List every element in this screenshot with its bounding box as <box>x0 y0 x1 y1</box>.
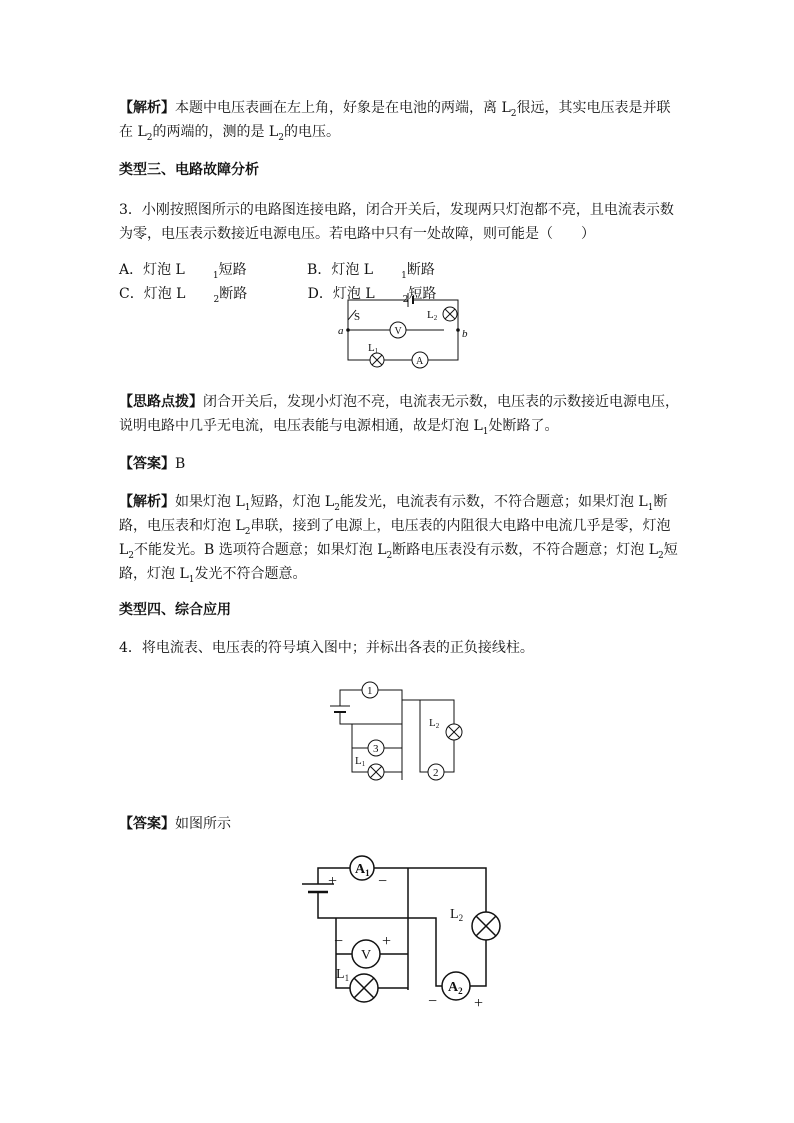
subscript: 1 <box>244 502 251 513</box>
circuit-figure-3 <box>330 290 470 370</box>
answer-3 <box>119 452 679 476</box>
analysis-tag: 【解析】 <box>119 494 175 510</box>
label-main: A <box>448 980 459 995</box>
label-main: L <box>427 309 434 321</box>
label-sub: 2 <box>435 722 440 730</box>
text-run: 的电压。 <box>283 124 340 140</box>
v-minus-terminal: − <box>334 933 344 950</box>
ammeter-a2-label <box>448 980 463 996</box>
subscript: 2 <box>510 108 517 119</box>
lamp-l1-label <box>336 967 349 983</box>
wire <box>420 700 454 724</box>
text-run: 如果灯泡 L <box>175 494 245 510</box>
option-text: 短路 <box>408 286 437 302</box>
label-main: L <box>368 342 375 354</box>
a2-plus-terminal: + <box>474 995 484 1012</box>
text-run: 闭合开关后，发现小灯泡不亮，电流表无示数，电压表的示数接近电源电压，说明电路中几乎无电流，电压表能与电源相通，故是灯泡 L <box>119 394 679 434</box>
hint-paragraph-3 <box>119 390 679 438</box>
answer-4 <box>119 812 679 836</box>
analysis-paragraph-1 <box>119 96 679 144</box>
wire <box>408 918 442 986</box>
option-text: 短路 <box>218 262 247 278</box>
analysis-paragraph-3 <box>119 490 679 586</box>
circuit-figure-answer <box>290 850 510 1010</box>
label-sub: 1 <box>365 868 370 878</box>
subscript: 1 <box>482 426 489 437</box>
hint-tag: 【思路点拨】 <box>119 394 203 410</box>
label-main: L <box>336 967 345 982</box>
text-run: 断路电压表没有示数，不符合题意；灯泡 L <box>392 542 658 558</box>
subscript: 2 <box>334 502 340 513</box>
wire <box>340 690 362 706</box>
subscript: 2 <box>244 526 251 537</box>
node-a-label: a <box>338 325 344 337</box>
text-run: 发光不符合题意。 <box>194 566 307 582</box>
answer-text: B <box>175 456 186 472</box>
subscript: 2 <box>658 550 664 561</box>
node-dot <box>456 328 460 332</box>
label-sub: 2 <box>458 913 464 923</box>
section-heading-4: 类型四、综合应用 <box>119 602 231 618</box>
label-main: L <box>429 717 436 729</box>
label-sub: 1 <box>374 347 379 355</box>
a1-minus-terminal: − <box>378 873 388 890</box>
text-run: 本题中电压表画在左上角，好象是在电池的两端，离 L <box>175 100 511 116</box>
text-run: 断路，电压表和灯泡 L <box>119 494 668 534</box>
lamp-l2-label <box>429 717 440 730</box>
option-text: A．灯泡 L <box>119 262 185 278</box>
subscript: 1 <box>647 502 654 513</box>
option-a <box>119 258 275 282</box>
meter-2-label: 2 <box>433 767 439 779</box>
node-dot <box>346 328 350 332</box>
label-main: L <box>450 907 459 922</box>
a2-minus-terminal: − <box>428 993 438 1010</box>
option-text: C．灯泡 L <box>119 286 186 302</box>
text-run: 不能发光。B 选项符合题意；如果灯泡 L <box>134 542 387 558</box>
meter-1-label: 1 <box>367 685 373 697</box>
wire <box>402 700 428 772</box>
text-run: 处断路了。 <box>488 418 559 434</box>
label-sub: 1 <box>361 760 366 768</box>
subscript: 1 <box>188 574 195 585</box>
a1-plus-terminal: + <box>328 873 338 890</box>
text-run: 短路，灯泡 L <box>119 542 678 582</box>
lamp-l2-label <box>450 907 463 923</box>
subscript: 2 <box>146 132 153 143</box>
option-text: 断路 <box>406 262 435 278</box>
label-main: L <box>355 755 362 767</box>
wire <box>374 868 486 912</box>
text-run: 能发光，电流表有示数，不符合题意；如果灯泡 L <box>339 494 648 510</box>
option-text: 断路 <box>219 286 248 302</box>
wire <box>318 892 408 918</box>
lamp-l1-label <box>368 342 379 355</box>
subscript: 2 <box>386 550 393 561</box>
label-sub: 2 <box>433 314 438 322</box>
text-run: 串联，接到了电源上，电压表的内阻很大电路中电流几乎是零，灯泡 L <box>119 518 671 558</box>
meter-3-label: 3 <box>373 743 379 755</box>
node-b-label: b <box>462 328 468 340</box>
wire <box>340 712 402 724</box>
subscript: 2 <box>213 294 220 305</box>
answer-tag: 【答案】 <box>119 456 175 472</box>
wire <box>348 330 370 360</box>
question-3: 3．小刚按照图所示的电路图连接电路，闭合开关后，发现两只灯泡都不亮，且电流表示数为零，电压表示数接近电源电压。若电路中只有一处故障，则可能是（ ） <box>119 202 674 242</box>
text-run: 短路，灯泡 L <box>250 494 335 510</box>
v-plus-terminal: + <box>382 933 392 950</box>
subscript: 2 <box>278 132 284 143</box>
ammeter-a1-label <box>355 862 370 878</box>
text-run: 很远，其实电压表是并联在 L <box>119 100 671 140</box>
subscript: 2 <box>128 550 135 561</box>
wire <box>428 330 458 360</box>
label-main: A <box>355 862 366 877</box>
subscript: 1 <box>212 270 219 281</box>
voltmeter-label: V <box>394 326 402 337</box>
circuit-figure-4 <box>322 680 472 790</box>
option-text: B．灯泡 L <box>307 262 374 278</box>
option-c <box>119 282 275 306</box>
switch-label: S <box>354 311 361 323</box>
label-sub: 1 <box>344 973 350 983</box>
ammeter-label: A <box>416 356 424 367</box>
subscript: 2 <box>402 294 409 305</box>
question-4: 4．将电流表、电压表的符号填入图中；并标出各表的正负接线柱。 <box>119 640 534 656</box>
text-run: 的两端的，测的是 L <box>152 124 279 140</box>
answer-text: 如图所示 <box>175 816 231 832</box>
answer-tag: 【答案】 <box>119 816 175 832</box>
analysis-tag: 【解析】 <box>119 100 175 116</box>
lamp-l2-label <box>427 309 438 322</box>
section-heading-3: 类型三、电路故障分析 <box>119 162 259 178</box>
option-b <box>307 258 463 282</box>
option-text: D．灯泡 L <box>307 286 375 302</box>
wire <box>470 940 486 986</box>
subscript: 1 <box>401 270 407 281</box>
wire <box>444 740 454 772</box>
voltmeter-label: V <box>361 948 372 963</box>
label-sub: 2 <box>458 986 463 996</box>
lamp-l1-label <box>355 755 366 768</box>
